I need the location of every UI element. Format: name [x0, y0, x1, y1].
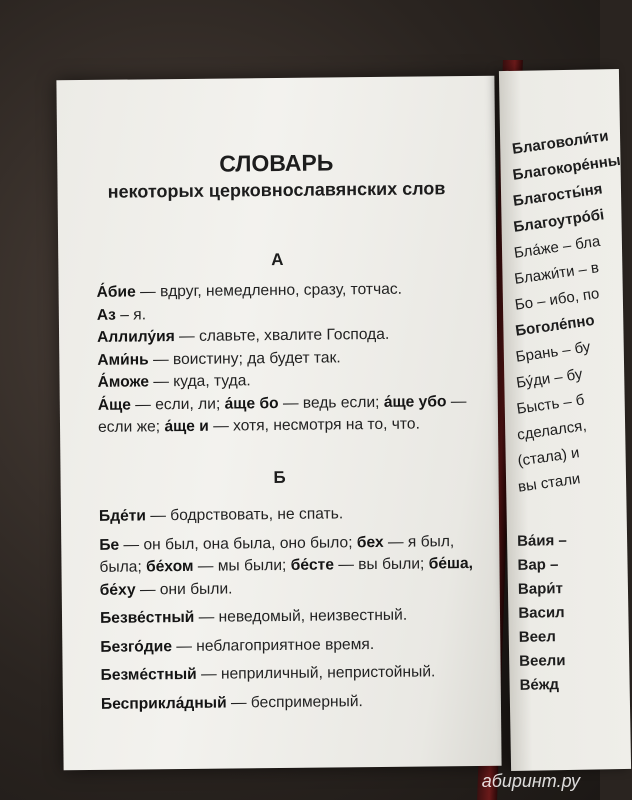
dictionary-entry: Бе — он был, она была, оно было; бех — я был, была; бе́хом — мы были; бе́сте — вы были; бе́ша, бе́ху — они были.: [99, 532, 474, 599]
right-line: Вари́т: [517, 580, 563, 598]
right-line: Благоутро́бі: [512, 206, 606, 236]
right-line: Бысть – б: [515, 391, 586, 418]
dictionary-entry: А́бие — вдруг, немедленно, сразу, тотчас.: [96, 280, 403, 301]
dictionary-entry: А́може — куда, туда.: [97, 372, 251, 391]
dictionary-entry: Аллилу́ия — славьте, хвалите Господа.: [97, 325, 390, 346]
page-subtitle: некоторых церковнославянских слов: [107, 178, 446, 202]
right-line: Блажи́ти – в: [513, 259, 600, 288]
right-line: сделался,: [516, 417, 588, 444]
section-a-entries: [97, 278, 494, 440]
dictionary-entry: Безве́стный — неведомый, неизвестный.: [99, 606, 408, 627]
right-page: [499, 69, 631, 771]
right-line: Веел: [518, 628, 556, 646]
section-letter-a: А: [271, 249, 284, 270]
dictionary-entry: Безме́стный — неприличный, непристойный.: [100, 663, 436, 684]
right-line: вы стали: [516, 470, 582, 496]
right-line: Бо – ибо, по: [513, 285, 601, 314]
page-title: СЛОВАРЬ: [219, 149, 334, 177]
right-line: Бла́же – бла: [512, 232, 602, 262]
right-line: Благокоре́нны: [511, 151, 622, 184]
section-b-entries: [99, 502, 496, 716]
right-line: Благоволи́ти: [511, 127, 610, 158]
right-line: Веели: [519, 652, 566, 670]
dictionary-entry: Безго́дие — неблагоприятное время.: [100, 635, 375, 656]
right-line: Вар –: [517, 556, 559, 574]
right-line: (стала) и: [516, 444, 581, 470]
right-line: Ва́ия –: [516, 531, 567, 550]
left-page: [56, 76, 501, 771]
right-line: Боголе́пно: [514, 311, 596, 340]
dictionary-entry: Бде́ти — бодрствовать, не спать.: [98, 505, 344, 525]
right-line: Ве́жд: [519, 676, 560, 694]
right-line: Брань – бу: [514, 338, 592, 366]
watermark: абиринт.ру: [481, 771, 580, 791]
dictionary-entry: Аз – я.: [96, 305, 147, 324]
dictionary-entry: Ами́нь — воистину; да будет так.: [97, 348, 341, 369]
dictionary-entry: А́ще — если, ли; а́ще бо — ведь если; а́ще убо — если же; а́ще и — хотя, несмотря на то, что.: [97, 392, 467, 436]
right-line: Бу́ди – бу: [515, 365, 584, 392]
dictionary-entry: Бесприкла́дный — беспримерный.: [100, 692, 363, 713]
right-line: Благосты́ня: [511, 180, 604, 210]
section-letter-b: Б: [273, 467, 286, 488]
right-line: Васил: [518, 604, 565, 622]
